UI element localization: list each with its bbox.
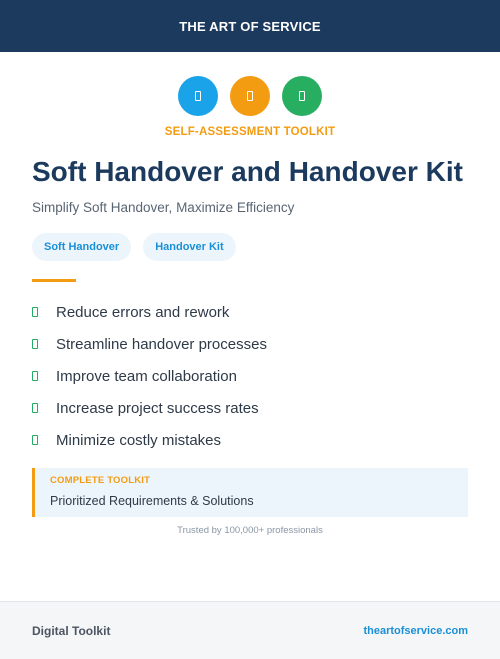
document-glyph-icon [195, 91, 201, 101]
header-bar [0, 0, 500, 52]
benefit-text: Reduce errors and rework [56, 303, 230, 321]
brand-title: THE ART OF SERVICE [179, 18, 321, 34]
tag-list [32, 233, 468, 261]
tag-soft-handover: Soft Handover [32, 233, 131, 261]
benefit-text: Increase project success rates [56, 399, 259, 417]
icon-row [0, 76, 500, 116]
footer-bar [0, 601, 500, 659]
green-badge-icon [282, 76, 322, 116]
benefit-item [32, 296, 468, 328]
benefit-item [32, 328, 468, 360]
kicker-label: SELF-ASSESSMENT TOOLKIT [164, 126, 336, 138]
benefit-item [32, 424, 468, 456]
document-glyph-icon [299, 91, 305, 101]
blue-badge-icon [178, 76, 218, 116]
check-icon [32, 435, 38, 445]
tag-handover-kit: Handover Kit [143, 233, 235, 261]
check-icon [32, 371, 38, 381]
document-glyph-icon [247, 91, 253, 101]
check-icon [32, 403, 38, 413]
website-link[interactable]: theartofservice.com [363, 624, 468, 637]
callout-text: Prioritized Requirements & Solutions [50, 494, 254, 508]
toolkit-callout [32, 468, 468, 517]
orange-badge-icon [230, 76, 270, 116]
benefit-text: Streamline handover processes [56, 335, 267, 353]
callout-label: COMPLETE TOOLKIT [50, 475, 151, 486]
benefit-item [32, 392, 468, 424]
benefit-text: Minimize costly mistakes [56, 431, 222, 449]
accent-divider [32, 279, 76, 282]
benefit-item [32, 360, 468, 392]
check-icon [32, 339, 38, 349]
footer-product-label: Digital Toolkit [32, 623, 111, 638]
page-title: Soft Handover and Handover Kit [32, 156, 463, 187]
check-icon [32, 307, 38, 317]
page-subtitle: Simplify Soft Handover, Maximize Efficiency [32, 200, 295, 215]
trusted-note: Trusted by 100,000+ professionals [177, 525, 323, 536]
benefit-list [32, 296, 468, 456]
benefit-text: Improve team collaboration [56, 367, 237, 385]
